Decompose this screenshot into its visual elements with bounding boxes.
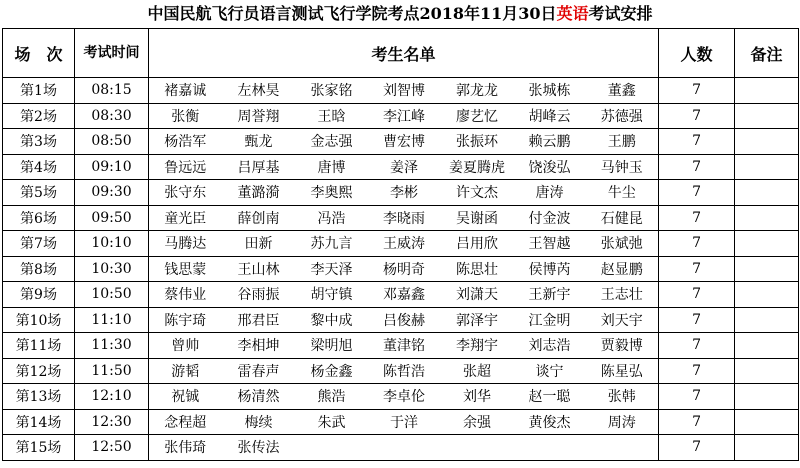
- table-row: [3, 256, 799, 282]
- remark-cell: [735, 307, 799, 333]
- remark-cell: [735, 231, 799, 257]
- remark-cell: [735, 409, 799, 435]
- time-cell: 10:10: [75, 231, 149, 257]
- table-row: [3, 154, 799, 180]
- student-name-cell: 李晓雨: [368, 205, 441, 231]
- student-name-cell: 蔡伟业: [149, 282, 222, 308]
- time-cell: 12:50: [75, 435, 149, 461]
- student-name-cell: [368, 435, 441, 461]
- student-name-cell: [296, 435, 368, 461]
- header-session: 场 次: [3, 29, 75, 78]
- session-cell: 第6场: [3, 205, 75, 231]
- student-name-cell: 贾毅博: [586, 333, 659, 359]
- table-row: [3, 333, 799, 359]
- student-name-cell: 邢君臣: [222, 307, 296, 333]
- session-cell: 第13场: [3, 384, 75, 410]
- student-name-cell: 童光臣: [149, 205, 222, 231]
- student-name-cell: 祝铖: [149, 384, 222, 410]
- student-name-cell: 鲁远远: [149, 154, 222, 180]
- student-name-cell: 董津铭: [368, 333, 441, 359]
- student-name-cell: 念程超: [149, 409, 222, 435]
- student-name-cell: 赵一聪: [514, 384, 586, 410]
- student-name-cell: 王山林: [222, 256, 296, 282]
- student-name-cell: 李翔宇: [441, 333, 514, 359]
- remark-cell: [735, 129, 799, 155]
- student-name-cell: 王鹏: [586, 129, 659, 155]
- student-name-cell: 苏德强: [586, 103, 659, 129]
- time-cell: 11:10: [75, 307, 149, 333]
- title-prefix: 中国民航飞行员语言测试飞行学院考点2018年11月30日: [147, 4, 557, 23]
- student-name-cell: 黄俊杰: [514, 409, 586, 435]
- session-cell: 第14场: [3, 409, 75, 435]
- student-name-cell: 赵显鹏: [586, 256, 659, 282]
- student-name-cell: 曹宏博: [368, 129, 441, 155]
- student-name-cell: 许文杰: [441, 180, 514, 206]
- table-row: [3, 384, 799, 410]
- remark-cell: [735, 256, 799, 282]
- remark-cell: [735, 358, 799, 384]
- remark-cell: [735, 282, 799, 308]
- student-name-cell: 吕俊赫: [368, 307, 441, 333]
- table-row: [3, 435, 799, 461]
- student-name-cell: 于洋: [368, 409, 441, 435]
- title-highlight: 英语: [556, 4, 589, 23]
- student-name-cell: 吕用欣: [441, 231, 514, 257]
- session-cell: 第3场: [3, 129, 75, 155]
- remark-cell: [735, 180, 799, 206]
- table-row: [3, 282, 799, 308]
- student-name-cell: 姜夏腾虎: [441, 154, 514, 180]
- student-name-cell: 张衡: [149, 103, 222, 129]
- student-name-cell: 褚嘉诚: [149, 78, 222, 104]
- count-cell: 7: [659, 180, 735, 206]
- student-name-cell: 刘天宇: [586, 307, 659, 333]
- time-cell: 12:30: [75, 409, 149, 435]
- student-name-cell: 牛尘: [586, 180, 659, 206]
- table-row: [3, 180, 799, 206]
- student-name-cell: 胡峰云: [514, 103, 586, 129]
- student-name-cell: 张城栋: [514, 78, 586, 104]
- count-cell: 7: [659, 154, 735, 180]
- count-cell: 7: [659, 78, 735, 104]
- time-cell: 08:15: [75, 78, 149, 104]
- remark-cell: [735, 78, 799, 104]
- student-name-cell: 杨明奇: [368, 256, 441, 282]
- remark-cell: [735, 205, 799, 231]
- student-name-cell: 江金明: [514, 307, 586, 333]
- session-cell: 第15场: [3, 435, 75, 461]
- header-names: 考生名单: [149, 29, 659, 78]
- time-cell: 09:50: [75, 205, 149, 231]
- count-cell: 7: [659, 384, 735, 410]
- session-cell: 第12场: [3, 358, 75, 384]
- student-name-cell: 饶浚弘: [514, 154, 586, 180]
- table-row: [3, 103, 799, 129]
- session-cell: 第7场: [3, 231, 75, 257]
- student-name-cell: 王新宇: [514, 282, 586, 308]
- time-cell: 10:50: [75, 282, 149, 308]
- count-cell: 7: [659, 205, 735, 231]
- table-row: [3, 78, 799, 104]
- student-name-cell: 陈宇琦: [149, 307, 222, 333]
- student-name-cell: 张伟琦: [149, 435, 222, 461]
- student-name-cell: 王晗: [296, 103, 368, 129]
- session-cell: 第4场: [3, 154, 75, 180]
- student-name-cell: 胡守镇: [296, 282, 368, 308]
- student-name-cell: 董潞漪: [222, 180, 296, 206]
- student-name-cell: 杨浩军: [149, 129, 222, 155]
- student-name-cell: 李江峰: [368, 103, 441, 129]
- student-name-cell: 王威涛: [368, 231, 441, 257]
- count-cell: 7: [659, 307, 735, 333]
- student-name-cell: 左林昊: [222, 78, 296, 104]
- table-row: [3, 358, 799, 384]
- student-name-cell: 马钟玉: [586, 154, 659, 180]
- header-remarks: 备注: [735, 29, 799, 78]
- student-name-cell: 侯博芮: [514, 256, 586, 282]
- student-name-cell: 赖云鹏: [514, 129, 586, 155]
- student-name-cell: 吕厚基: [222, 154, 296, 180]
- session-cell: 第2场: [3, 103, 75, 129]
- time-cell: 08:50: [75, 129, 149, 155]
- student-name-cell: 陈哲浩: [368, 358, 441, 384]
- student-name-cell: 杨清然: [222, 384, 296, 410]
- student-name-cell: 李卓伦: [368, 384, 441, 410]
- count-cell: 7: [659, 435, 735, 461]
- student-name-cell: 余强: [441, 409, 514, 435]
- student-name-cell: 邓嘉鑫: [368, 282, 441, 308]
- time-cell: 11:30: [75, 333, 149, 359]
- student-name-cell: 王智越: [514, 231, 586, 257]
- student-name-cell: 张斌弛: [586, 231, 659, 257]
- student-name-cell: 游韬: [149, 358, 222, 384]
- student-name-cell: [441, 435, 514, 461]
- student-name-cell: 廖艺忆: [441, 103, 514, 129]
- session-cell: 第1场: [3, 78, 75, 104]
- session-cell: 第9场: [3, 282, 75, 308]
- student-name-cell: 郭龙龙: [441, 78, 514, 104]
- student-name-cell: [514, 435, 586, 461]
- count-cell: 7: [659, 256, 735, 282]
- student-name-cell: 钱思蒙: [149, 256, 222, 282]
- student-name-cell: 朱武: [296, 409, 368, 435]
- table-row: [3, 231, 799, 257]
- student-name-cell: 刘志浩: [514, 333, 586, 359]
- student-name-cell: 熊浩: [296, 384, 368, 410]
- student-name-cell: 张守东: [149, 180, 222, 206]
- student-name-cell: 吴谢函: [441, 205, 514, 231]
- student-name-cell: 雷春声: [222, 358, 296, 384]
- student-name-cell: 谷雨振: [222, 282, 296, 308]
- student-name-cell: 唐涛: [514, 180, 586, 206]
- count-cell: 7: [659, 333, 735, 359]
- student-name-cell: 刘华: [441, 384, 514, 410]
- time-cell: 11:50: [75, 358, 149, 384]
- student-name-cell: 王志壮: [586, 282, 659, 308]
- student-name-cell: 付金波: [514, 205, 586, 231]
- table-row: [3, 307, 799, 333]
- student-name-cell: 曾帅: [149, 333, 222, 359]
- student-name-cell: 张韩: [586, 384, 659, 410]
- table-row: [3, 205, 799, 231]
- session-cell: 第10场: [3, 307, 75, 333]
- student-name-cell: 周涛: [586, 409, 659, 435]
- student-name-cell: 张家铭: [296, 78, 368, 104]
- session-cell: 第5场: [3, 180, 75, 206]
- student-name-cell: 陈星弘: [586, 358, 659, 384]
- student-name-cell: [586, 435, 659, 461]
- student-name-cell: 张振环: [441, 129, 514, 155]
- student-name-cell: 唐博: [296, 154, 368, 180]
- session-cell: 第11场: [3, 333, 75, 359]
- student-name-cell: 黎中成: [296, 307, 368, 333]
- student-name-cell: 冯浩: [296, 205, 368, 231]
- count-cell: 7: [659, 103, 735, 129]
- title-suffix: 考试安排: [588, 4, 653, 23]
- time-cell: 10:30: [75, 256, 149, 282]
- header-count: 人数: [659, 29, 735, 78]
- header-time: 考试时间: [75, 29, 149, 78]
- remark-cell: [735, 384, 799, 410]
- time-cell: 12:10: [75, 384, 149, 410]
- student-name-cell: 董鑫: [586, 78, 659, 104]
- remark-cell: [735, 103, 799, 129]
- count-cell: 7: [659, 282, 735, 308]
- student-name-cell: 梅续: [222, 409, 296, 435]
- remark-cell: [735, 435, 799, 461]
- student-name-cell: 李奥熙: [296, 180, 368, 206]
- time-cell: 08:30: [75, 103, 149, 129]
- student-name-cell: 石健昆: [586, 205, 659, 231]
- student-name-cell: 薛创南: [222, 205, 296, 231]
- table-row: [3, 129, 799, 155]
- remark-cell: [735, 154, 799, 180]
- student-name-cell: 梁明旭: [296, 333, 368, 359]
- page-title: [0, 0, 800, 28]
- student-name-cell: 郭泽宇: [441, 307, 514, 333]
- count-cell: 7: [659, 409, 735, 435]
- student-name-cell: 杨金鑫: [296, 358, 368, 384]
- student-name-cell: 李天泽: [296, 256, 368, 282]
- student-name-cell: 金志强: [296, 129, 368, 155]
- count-cell: 7: [659, 129, 735, 155]
- student-name-cell: 刘智博: [368, 78, 441, 104]
- time-cell: 09:10: [75, 154, 149, 180]
- student-name-cell: 谈宁: [514, 358, 586, 384]
- count-cell: 7: [659, 358, 735, 384]
- student-name-cell: 张传法: [222, 435, 296, 461]
- table-row: [3, 409, 799, 435]
- count-cell: 7: [659, 231, 735, 257]
- student-name-cell: 李彬: [368, 180, 441, 206]
- student-name-cell: 李相坤: [222, 333, 296, 359]
- schedule-table: [2, 28, 799, 461]
- session-cell: 第8场: [3, 256, 75, 282]
- student-name-cell: 张超: [441, 358, 514, 384]
- student-name-cell: 陈思壮: [441, 256, 514, 282]
- student-name-cell: 姜泽: [368, 154, 441, 180]
- time-cell: 09:30: [75, 180, 149, 206]
- student-name-cell: 苏九言: [296, 231, 368, 257]
- student-name-cell: 甄龙: [222, 129, 296, 155]
- student-name-cell: 刘潇天: [441, 282, 514, 308]
- student-name-cell: 周誉翔: [222, 103, 296, 129]
- student-name-cell: 马腾达: [149, 231, 222, 257]
- remark-cell: [735, 333, 799, 359]
- student-name-cell: 田新: [222, 231, 296, 257]
- header-row: [3, 29, 799, 78]
